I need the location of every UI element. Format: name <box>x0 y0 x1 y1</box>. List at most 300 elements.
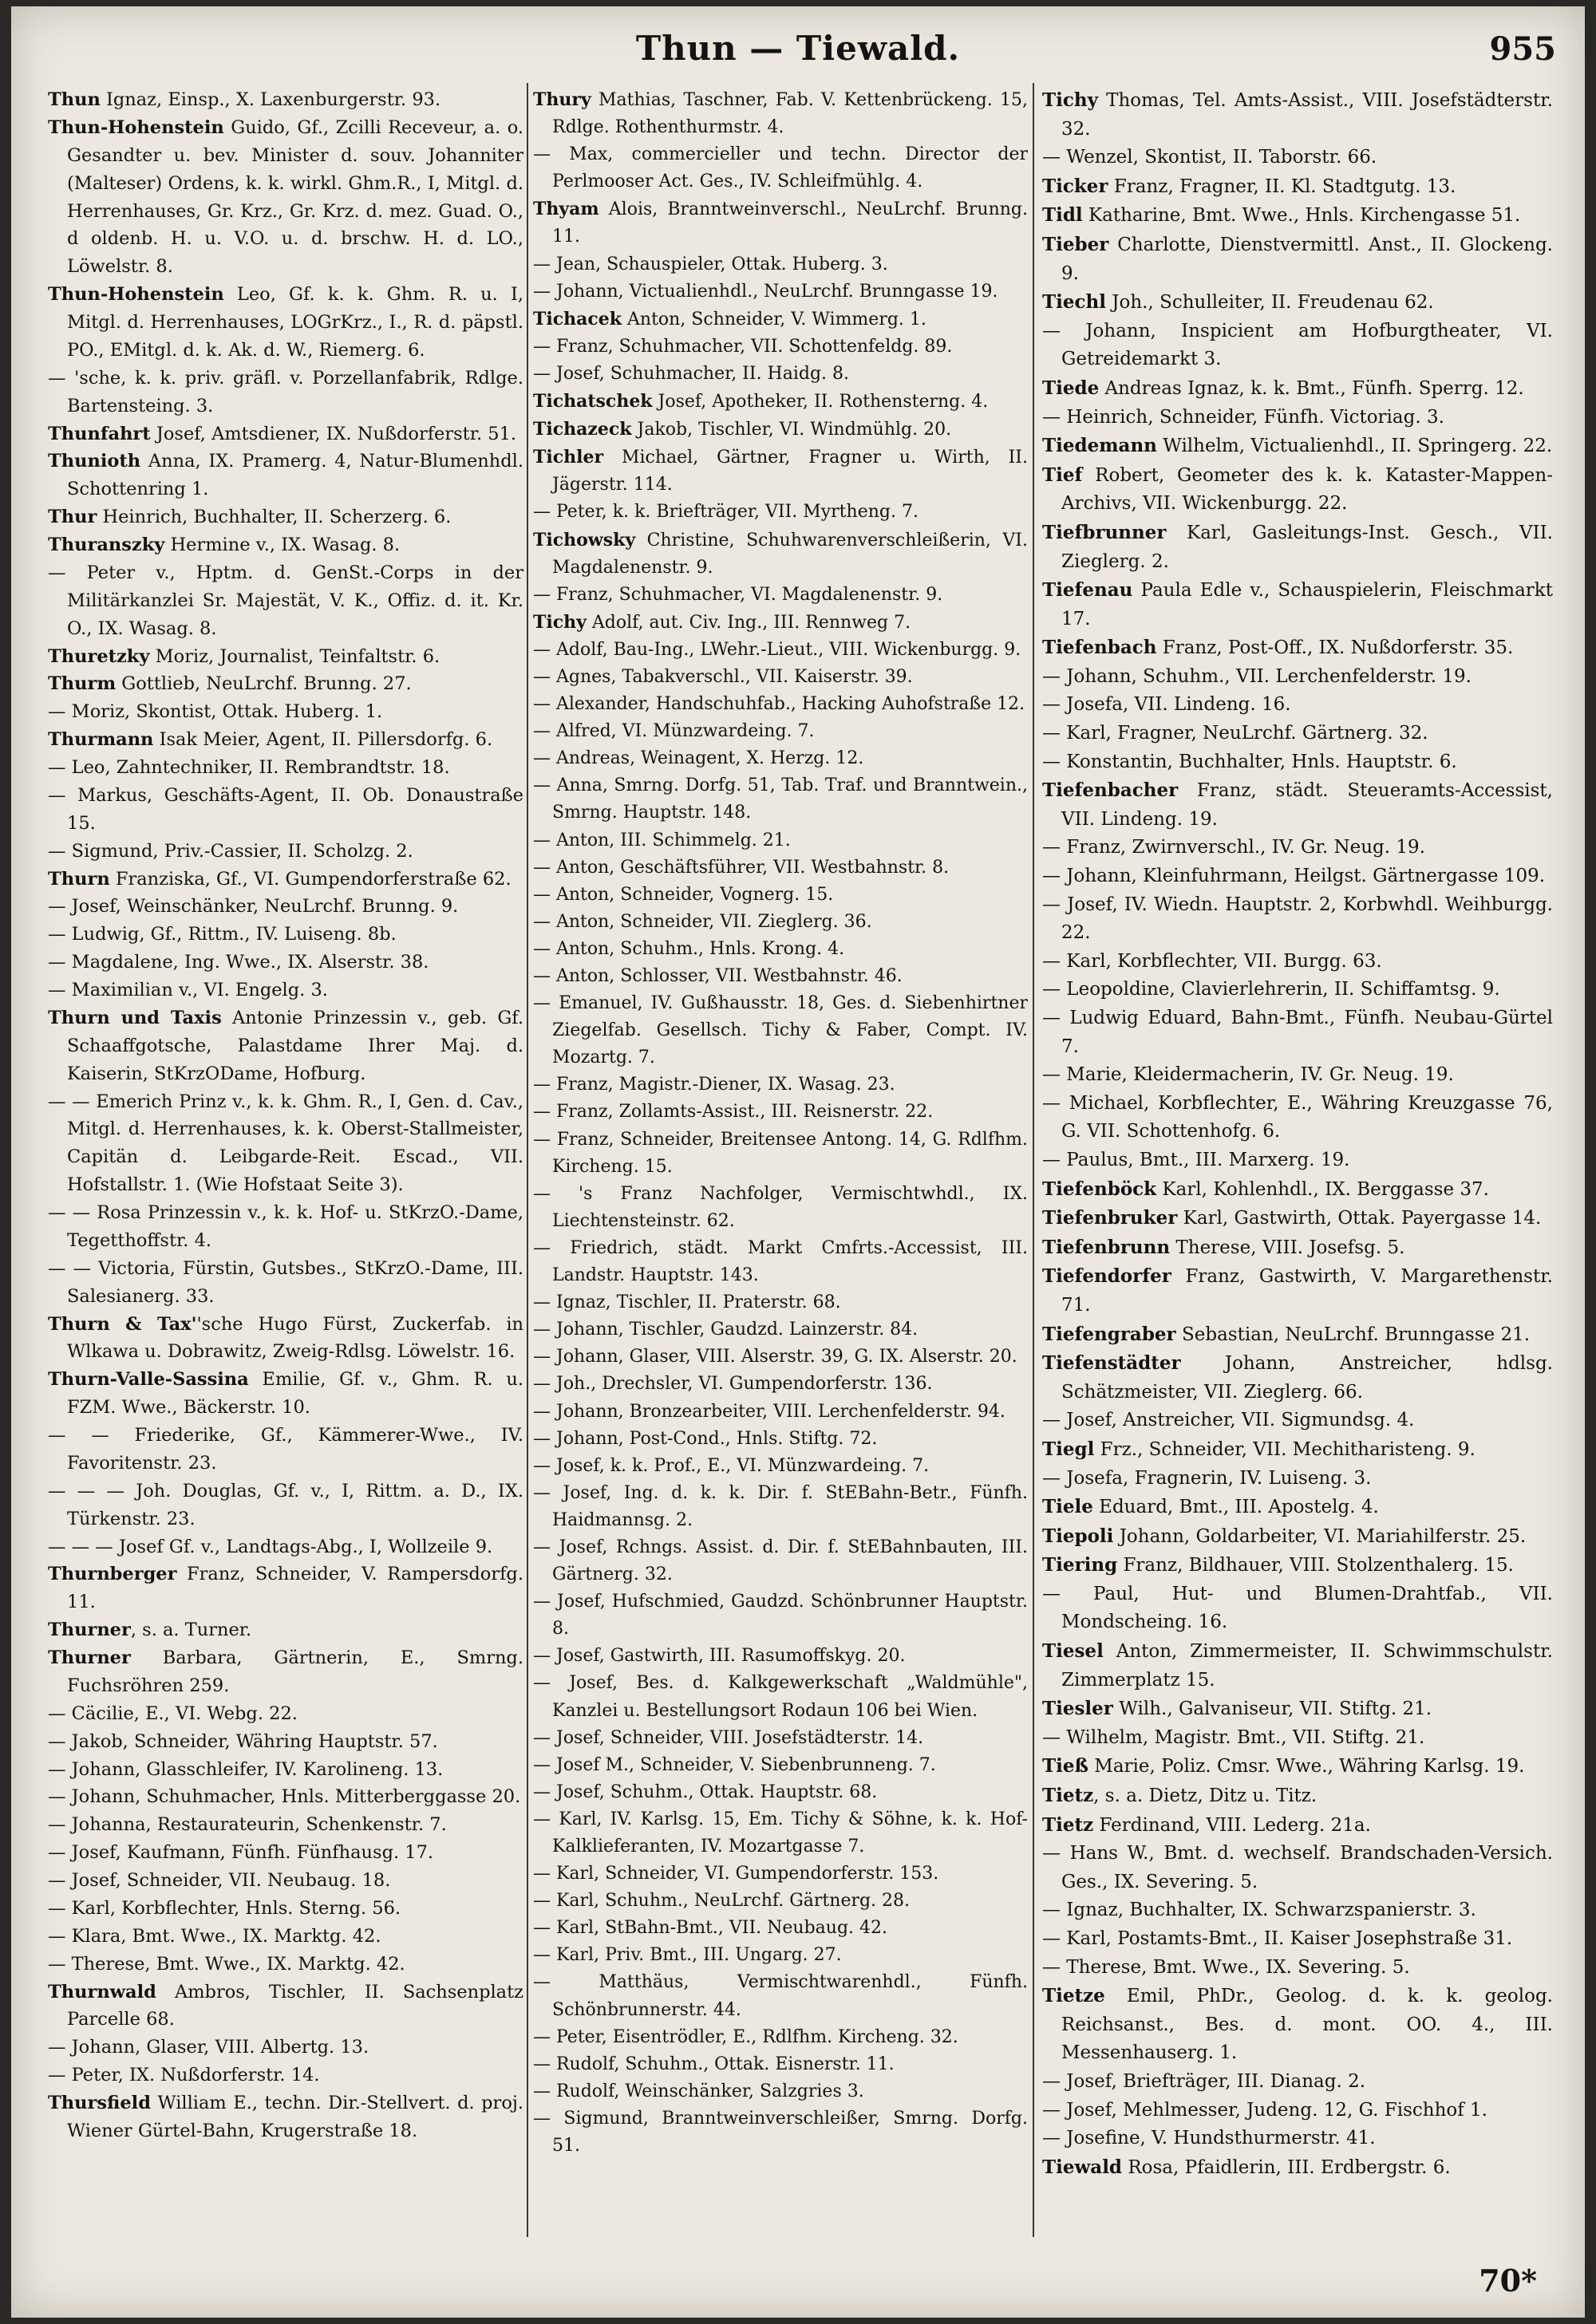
entry-surname: Tiefenstädter <box>1042 1352 1181 1375</box>
entry-details: — Josef, Schneider, VII. Neubaug. 18. <box>48 1870 391 1891</box>
entry-details: — Johann, Kleinfuhrmann, Heilgst. Gärtnergasse 109. <box>1042 866 1546 887</box>
entry-details: — Maximilian v., VI. Engelg. 3. <box>48 980 328 1000</box>
directory-entry <box>533 1316 1028 1344</box>
entry-surname: Thurn <box>48 868 110 890</box>
entry-details: Thomas, Tel. Amts-Assist., VIII. Josefstädterstr. 32. <box>1061 90 1553 140</box>
entry-details: — Emanuel, IV. Gußhausstr. 18, Ges. d. Siebenhirtner Ziegelfab. Gesellsch. Tichy & Faber, Compt. IV. Mozartg. 7. <box>533 993 1028 1068</box>
entry-details: — — Friederike, Gf., Kämmerer-Wwe., IV. Favoritenstr. 23. <box>48 1425 523 1474</box>
entry-details: — Johann, Glasschleifer, IV. Karolineng. 13. <box>48 1758 444 1780</box>
entry-details: — Josef, Weinschänker, NeuLrchf. Brunng. 9. <box>48 896 459 917</box>
entry-details: Ambros, Tischler, II. Sachsenplatz Parcelle 68. <box>67 1981 523 2030</box>
entry-details: — Anton, Schlosser, VII. Westbahnstr. 46. <box>533 966 903 986</box>
entry-details: Franz, städt. Steueramts-Accessist, VII. Lindeng. 19. <box>1061 780 1553 830</box>
entry-details: Gottlieb, NeuLrchf. Brunng. 27. <box>116 673 412 695</box>
entry-details: — Anton, Schneider, Vognerg. 15. <box>533 884 834 905</box>
entry-surname: Tietz <box>1042 1813 1094 1836</box>
directory-entry <box>1042 1061 1553 1090</box>
entry-details: Michael, Gärtner, Fragner u. Wirth, II. Jägerstr. 114. <box>552 448 1028 495</box>
directory-entry <box>533 1969 1028 2023</box>
entry-details: — Franz, Zollamts-Assist., III. Reisnerstr. 22. <box>533 1102 934 1123</box>
directory-entry <box>1042 2125 1553 2153</box>
entry-details: — Johann, Schuhmacher, Hnls. Mitterberggasse 20. <box>48 1786 521 1808</box>
directory-entry <box>1042 1407 1553 1435</box>
entry-surname: Tieber <box>1042 233 1109 255</box>
entry-details: — Joh., Drechsler, VI. Gumpendorferstr. 136. <box>533 1374 933 1395</box>
directory-entry <box>533 1588 1028 1643</box>
entry-details: — — Emerich Prinz v., k. k. Ghm. R., I, Gen. d. Cav., Mitgl. d. Herrenhauses, k. k. Oberst-Stallmeister, Capitän d. Leibgarde-Reit. Escad., VII. Hofstallstr. 1. (Wie Hofstaat Seite 3). <box>48 1091 523 1196</box>
entry-details: — Therese, Bmt. Wwe., IX. Marktg. 42. <box>48 1953 405 1975</box>
entry-surname: Tiefenbrunn <box>1042 1236 1171 1258</box>
entry-surname: Thun-Hohenstein <box>48 116 224 138</box>
entry-surname: Tiefenbruker <box>1042 1207 1178 1229</box>
directory-entry <box>533 1399 1028 1426</box>
entry-details: — Johann, Victualienhdl., NeuLrchf. Brunngasse 19. <box>533 281 998 302</box>
directory-entry <box>533 1099 1028 1126</box>
directory-entry <box>1042 1349 1553 1407</box>
entry-details: — Anton, Geschäftsführer, VII. Westbahnstr. 8. <box>533 857 950 878</box>
entry-surname: Tietze <box>1042 1985 1105 2007</box>
entry-details: — Franz, Schuhmacher, VI. Magdalenenstr. 9. <box>533 584 943 605</box>
entry-details: Guido, Gf., Zcilli Receveur, a. o. Gesandter u. bev. Minister d. souv. Johanniter (Malteser) Ordens, k. k. wirkl. Ghm.R., I, Mitgl. d. Herrenhauses, Gr. Krz., Gr. Krz. d. mez. Guad. O., d oldenb. H. u. V.O. u. d. brschw. H. d. LO., Löwelstr. 8. <box>67 116 523 278</box>
directory-entry <box>48 2089 523 2145</box>
directory-entry <box>1042 720 1553 748</box>
entry-details: Franz, Bildhauer, VIII. Stolzenthalerg. 15. <box>1117 1555 1514 1576</box>
entry-surname: Thyam <box>533 199 599 220</box>
directory-entry <box>48 559 523 643</box>
directory-entry <box>533 1860 1028 1888</box>
directory-entry <box>48 977 523 1004</box>
entry-details: — Paulus, Bmt., III. Marxerg. 19. <box>1042 1149 1350 1170</box>
directory-entry <box>1042 776 1553 834</box>
entry-details: — Wilhelm, Magistr. Bmt., VII. Stiftg. 21. <box>1042 1726 1425 1748</box>
directory-entry <box>48 949 523 977</box>
entry-surname: Thurn & Tax' <box>48 1313 197 1335</box>
directory-entry <box>48 503 523 531</box>
entry-surname: Thunfahrt <box>48 423 151 444</box>
directory-entry <box>48 1004 523 1088</box>
entry-details: Paula Edle v., Schauspielerin, Fleischmarkt 17. <box>1061 580 1553 629</box>
entry-details: — Therese, Bmt. Wwe., IX. Severing. 5. <box>1042 1956 1410 1978</box>
entry-surname: Tichy <box>1042 89 1098 111</box>
entry-details: Karl, Gasleitungs-Inst. Gesch., VII. Zieglerg. 2. <box>1061 522 1553 572</box>
entry-details: Johann, Anstreicher, hdlsg. Schätzmeister, VII. Zieglerg. 66. <box>1061 1353 1553 1403</box>
directory-entry <box>1042 1435 1553 1465</box>
entry-details: Therese, VIII. Josefsg. 5. <box>1170 1237 1405 1258</box>
directory-entry <box>48 1923 523 1951</box>
directory-entry <box>48 1088 523 1200</box>
entry-surname: Tiefendorfer <box>1042 1265 1171 1288</box>
entry-details: — Josef, IV. Wiedn. Hauptstr. 2, Korbwhdl. Weihburgg. 22. <box>1042 894 1553 944</box>
entry-details: Ignaz, Einsp., X. Laxenburgerstr. 93. <box>100 89 441 110</box>
entry-surname: Ticker <box>1042 175 1108 197</box>
entry-details: Charlotte, Dienstvermittl. Anst., II. Glockeng. 9. <box>1061 234 1553 284</box>
entry-details: Emil, PhDr., Geolog. d. k. k. geolog. Reichsanst., Bes. d. mont. OO. 4., III. Messenhauserg. 1. <box>1061 1986 1553 2064</box>
directory-entry <box>533 1942 1028 1969</box>
entry-surname: Thurn und Taxis <box>48 1007 222 1028</box>
entry-details: — Adolf, Bau-Ing., LWehr.-Lieut., VIII. Wickenburgg. 9. <box>533 639 1021 660</box>
entry-surname: Tichacek <box>533 308 622 329</box>
entry-details: — Andreas, Weinagent, X. Herzg. 12. <box>533 748 864 769</box>
directory-entry <box>48 365 523 420</box>
directory-entry <box>533 1779 1028 1806</box>
directory-entry <box>1042 1896 1553 1925</box>
directory-entry <box>533 499 1028 526</box>
entry-details: Franziska, Gf., VI. Gumpendorferstraße 62. <box>109 868 512 890</box>
entry-details: — Max, commercieller und techn. Director der Perlmooser Act. Ges., IV. Schleifmühlg. 4. <box>533 144 1028 192</box>
directory-entry <box>48 1255 523 1311</box>
entry-details: William E., techn. Dir.-Stellvert. d. proj. Wiener Gürtel-Bahn, Krugerstraße 18. <box>67 2093 523 2141</box>
directory-entry <box>533 637 1028 664</box>
directory-entry <box>48 838 523 866</box>
entry-details: Ferdinand, VIII. Lederg. 21a. <box>1093 1814 1371 1836</box>
directory-entry <box>1042 2153 1553 2183</box>
directory-entry <box>1042 1811 1553 1841</box>
entry-details: Christine, Schuhwarenverschleißerin, VI. Magdalenenstr. 9. <box>552 530 1028 578</box>
entry-details: — Friedrich, städt. Markt Cmfrts.-Accessist, III. Landstr. Hauptstr. 143. <box>533 1237 1028 1286</box>
entry-details: Joh., Schulleiter, II. Freudenau 62. <box>1105 292 1434 314</box>
entry-surname: Thuretzky <box>48 645 150 667</box>
directory-entry <box>533 251 1028 278</box>
column-2 <box>533 86 1028 2240</box>
directory-entry <box>1042 633 1553 663</box>
entry-details: — 'sche, k. k. priv. gräfl. v. Porzellanfabrik, Rdlge. Bartensteing. 3. <box>48 367 523 416</box>
entry-surname: Tichler <box>533 447 604 468</box>
entry-details: — Josef, Anstreicher, VII. Sigmundsg. 4. <box>1042 1410 1415 1431</box>
directory-entry <box>533 909 1028 936</box>
entry-details: — Peter, k. k. Briefträger, VII. Myrtheng. 7. <box>533 502 918 523</box>
directory-entry <box>1042 1233 1553 1263</box>
directory-entry <box>533 1915 1028 1942</box>
entry-details: — 's Franz Nachfolger, Vermischtwhdl., IX. Liechtensteinstr. 62. <box>533 1183 1028 1231</box>
entry-details: — Magdalene, Ing. Wwe., IX. Alserstr. 38. <box>48 952 429 973</box>
directory-entry <box>533 582 1028 609</box>
directory-entry <box>48 782 523 838</box>
directory-entry <box>533 2024 1028 2051</box>
entry-details: — Johann, Tischler, Gaudzd. Lainzerstr. 84. <box>533 1320 918 1340</box>
entry-details: — Franz, Zwirnverschl., IV. Gr. Neug. 19. <box>1042 837 1425 858</box>
entry-details: — Ludwig, Gf., Rittm., IV. Luiseng. 8b. <box>48 924 397 945</box>
directory-entry <box>533 2105 1028 2160</box>
directory-entry <box>48 1422 523 1478</box>
entry-details: — Paul, Hut- und Blumen-Drahtfab., VII. Mondscheing. 16. <box>1042 1583 1553 1633</box>
directory-entry <box>1042 834 1553 862</box>
entry-details: — Josef, Kaufmann, Fünfh. Fünfhausg. 17. <box>48 1842 434 1864</box>
entry-details: , s. a. Turner. <box>130 1620 252 1641</box>
entry-details: — Josef, Rchngs. Assist. d. Dir. f. StEBahnbauten, III. Gärtnerg. 32. <box>533 1537 1028 1585</box>
entry-details: Barbara, Gärtnerin, E., Smrng. Fuchsröhren 259. <box>67 1647 523 1696</box>
directory-entry <box>533 691 1028 718</box>
directory-entry <box>1042 576 1553 633</box>
directory-entry <box>533 2051 1028 2078</box>
entry-surname: Tidl <box>1042 204 1083 227</box>
directory-page <box>11 6 1585 2318</box>
directory-entry <box>1042 1004 1553 1061</box>
entry-details: — Anna, Smrng. Dorfg. 51, Tab. Traf. und Branntwein., Smrng. Hauptstr. 148. <box>533 775 1028 823</box>
directory-entry <box>48 1616 523 1644</box>
directory-entry <box>533 1643 1028 1670</box>
entry-details: — Johanna, Restaurateurin, Schenkenstr. 7. <box>48 1814 447 1836</box>
entry-surname: Thunioth <box>48 451 141 472</box>
directory-entry <box>1042 1580 1553 1637</box>
directory-entry <box>533 1344 1028 1371</box>
entry-surname: Tichowsky <box>533 529 636 550</box>
directory-entry <box>1042 1752 1553 1781</box>
entry-details: — Franz, Magistr.-Diener, IX. Wasag. 23. <box>533 1075 895 1095</box>
entry-details: — Johann, Schuhm., VII. Lerchenfelderstr. 19. <box>1042 665 1472 687</box>
entry-details: — Josefine, V. Hundsthurmerstr. 41. <box>1042 2128 1376 2149</box>
entry-details: Isak Meier, Agent, II. Pillersdorfg. 6. <box>153 729 493 751</box>
directory-entry <box>533 306 1028 333</box>
entry-details: Antonie Prinzessin v., geb. Gf. Schaaffgotsche, Palastdame Ihrer Maj. d. Kaiserin, StKrzODame, Hofburg. <box>67 1007 523 1084</box>
signature-mark: 70* <box>1479 2263 1537 2298</box>
directory-entry <box>533 1453 1028 1480</box>
entry-details: — Josef, Ing. d. k. k. Dir. f. StEBahn-Betr., Fünfh. Haidmannsg. 2. <box>533 1482 1028 1530</box>
entry-details: Robert, Geometer des k. k. Kataster-Mappen-Archivs, VII. Wickenburgg. 22. <box>1061 464 1553 515</box>
entry-details: — Josef, Schuhmacher, II. Haidg. 8. <box>533 363 850 384</box>
entry-details: — Leo, Zahntechniker, II. Rembrandtstr. 18. <box>48 757 450 778</box>
entry-details: — Johann, Post-Cond., Hnls. Stiftg. 72. <box>533 1428 878 1449</box>
entry-surname: Tiefenbacher <box>1042 779 1179 802</box>
directory-entry <box>48 1867 523 1895</box>
directory-entry <box>533 718 1028 745</box>
entry-details: — Josefa, VII. Lindeng. 16. <box>1042 694 1291 716</box>
directory-entry <box>533 388 1028 416</box>
entry-details: Alois, Branntweinverschl., NeuLrchf. Brunng. 11. <box>552 199 1028 247</box>
entry-details: — Matthäus, Vermischtwarenhdl., Fünfh. Schönbrunnerstr. 44. <box>533 1972 1028 2020</box>
entry-details: — Josef, Schuhm., Ottak. Hauptstr. 68. <box>533 1781 878 1802</box>
entry-surname: Tiede <box>1042 377 1100 399</box>
entry-details: Sebastian, NeuLrchf. Brunngasse 21. <box>1175 1324 1531 1345</box>
entry-details: — Anton, Schneider, VII. Zieglerg. 36. <box>533 911 872 932</box>
entry-details: — Josef, Schneider, VIII. Josefstädterstr. 14. <box>533 1727 924 1748</box>
entry-details: — Alexander, Handschuhfab., Hacking Auhofstraße 12. <box>533 694 1025 715</box>
directory-entry <box>48 893 523 921</box>
entry-surname: Tichazeck <box>533 419 632 440</box>
entry-details: — Josef, Bes. d. Kalkgewerkschaft „Waldmühle", Kanzlei u. Bestellungsort Rodaun 106 bei Wien. <box>533 1673 1028 1721</box>
directory-entry <box>533 416 1028 444</box>
entry-surname: Tichatschek <box>533 391 653 412</box>
entry-details: Anton, Zimmermeister, II. Schwimmschulstr. Zimmerplatz 15. <box>1061 1641 1553 1691</box>
entry-details: Karl, Kohlenhdl., IX. Berggasse 37. <box>1156 1178 1489 1200</box>
entry-details: — Konstantin, Buchhalter, Hnls. Hauptstr. 6. <box>1042 751 1457 772</box>
directory-entry <box>533 278 1028 306</box>
entry-details: — Sigmund, Branntweinverschleißer, Smrng. Dorfg. 51. <box>533 2108 1028 2156</box>
directory-entry <box>48 698 523 726</box>
directory-entry <box>1042 1493 1553 1522</box>
entry-details: — Josef, Hufschmied, Gaudzd. Schönbrunner Hauptstr. 8. <box>533 1592 1028 1639</box>
directory-entry <box>1042 201 1553 231</box>
entry-surname: Thurmann <box>48 729 154 751</box>
entry-details: — Jakob, Schneider, Währing Hauptstr. 57. <box>48 1730 438 1752</box>
entry-details: Wilhelm, Victualienhdl., II. Springerg. 22. <box>1156 436 1553 457</box>
entry-details: — Karl, Korbflechter, Hnls. Sterng. 56. <box>48 1897 401 1919</box>
entry-details: — Marie, Kleidermacherin, IV. Gr. Neug. 19. <box>1042 1064 1454 1086</box>
entry-details: — Josef, Briefträger, III. Dianag. 2. <box>1042 2070 1366 2092</box>
directory-entry <box>1042 432 1553 461</box>
entry-surname: Thurnwald <box>48 1981 156 2002</box>
directory-entry <box>1042 1840 1553 1896</box>
running-title: Thun — Tiewald. <box>635 29 961 68</box>
entry-details: — Peter v., Hptm. d. GenSt.-Corps in der Militärkanzlei Sr. Majestät, V. K., Offiz. d. it. Kr. O., IX. Wasag. 8. <box>48 562 523 639</box>
entry-details: — Josef M., Schneider, V. Siebenbrunneng. 7. <box>533 1754 936 1775</box>
entry-details: — Josef, Mehlmesser, Judeng. 12, G. Fischhof 1. <box>1042 2099 1487 2121</box>
directory-entry <box>1042 318 1553 374</box>
entry-details: — Johann, Inspicient am Hofburgtheater, VI. Getreidemarkt 3. <box>1042 320 1553 370</box>
entry-surname: Thury <box>533 89 591 110</box>
entry-details: — Michael, Korbflechter, E., Währing Kreuzgasse 76, G. VII. Schottenhofg. 6. <box>1042 1092 1553 1142</box>
entry-details: Jakob, Tischler, VI. Windmühlg. 20. <box>631 420 952 440</box>
entry-details: Emilie, Gf. v., Ghm. R. u. FZM. Wwe., Bäckerstr. 10. <box>67 1369 523 1418</box>
directory-entry <box>533 1480 1028 1534</box>
entry-details: — Anton, Schuhm., Hnls. Krong. 4. <box>533 938 845 959</box>
directory-entry <box>48 726 523 754</box>
entry-details: — Agnes, Tabakverschl., VII. Kaiserstr. 39. <box>533 666 913 687</box>
entry-details: — Karl, Schuhm., NeuLrchf. Gärtnerg. 28. <box>533 1891 911 1912</box>
entry-surname: Tiesler <box>1042 1698 1113 1720</box>
entry-details: — Ignaz, Tischler, II. Praterstr. 68. <box>533 1292 841 1313</box>
directory-entry <box>48 1478 523 1533</box>
entry-details: — Sigmund, Priv.-Cassier, II. Scholzg. 2. <box>48 840 413 862</box>
directory-entry <box>48 2062 523 2089</box>
entry-details: — Karl, Korbflechter, VII. Burgg. 63. <box>1042 950 1382 972</box>
entry-details: — Karl, IV. Karlsg. 15, Em. Tichy & Söhne, k. k. Hof-Kalklieferanten, IV. Mozartgasse 7. <box>533 1809 1028 1856</box>
entry-surname: Tichy <box>533 611 587 633</box>
directory-entry <box>1042 86 1553 144</box>
entry-details: Katharine, Bmt. Wwe., Hnls. Kirchengasse 51. <box>1082 205 1521 227</box>
entry-surname: Tiele <box>1042 1496 1093 1518</box>
directory-entry <box>1042 1954 1553 1983</box>
entry-details: — Rudolf, Weinschänker, Salzgries 3. <box>533 2081 864 2101</box>
entry-details: Mathias, Taschner, Fab. V. Kettenbrückeng. 15, Rdlge. Rothenthurmstr. 4. <box>552 90 1028 138</box>
directory-entry <box>533 2078 1028 2105</box>
directory-entry <box>1042 1146 1553 1175</box>
entry-surname: Thurner <box>48 1647 131 1668</box>
directory-entry <box>533 444 1028 499</box>
directory-entry <box>48 1756 523 1784</box>
entry-details: — Karl, Postamts-Bmt., II. Kaiser Josephstraße 31. <box>1042 1928 1513 1949</box>
directory-entry <box>533 1534 1028 1588</box>
entry-surname: Thurnberger <box>48 1564 177 1585</box>
directory-entry <box>533 1071 1028 1099</box>
entry-surname: Tief <box>1042 464 1083 486</box>
entry-surname: Tiefenböck <box>1042 1178 1157 1200</box>
directory-entry <box>1042 1522 1553 1552</box>
directory-entry <box>48 420 523 448</box>
directory-entry <box>533 195 1028 251</box>
directory-entry <box>1042 1465 1553 1493</box>
directory-entry <box>48 1311 523 1367</box>
entry-surname: Tiedemann <box>1042 435 1157 457</box>
entry-details: — Karl, StBahn-Bmt., VII. Neubaug. 42. <box>533 1918 888 1939</box>
directory-entry <box>533 1888 1028 1915</box>
directory-entry <box>1042 2097 1553 2125</box>
entry-surname: Tiefengraber <box>1042 1323 1176 1345</box>
directory-entry <box>533 990 1028 1071</box>
entry-details: — Jean, Schauspieler, Ottak. Huberg. 3. <box>533 254 888 274</box>
entry-surname: Thurm <box>48 673 117 695</box>
entry-details: — Ignaz, Buchhalter, IX. Schwarzspanierstr. 3. <box>1042 1900 1476 1921</box>
entry-details: Frz., Schneider, VII. Mechitharisteng. 9. <box>1094 1438 1476 1460</box>
directory-entry <box>48 1895 523 1923</box>
directory-entry <box>1042 891 1553 948</box>
directory-entry <box>1042 461 1553 519</box>
entry-details: Anton, Schneider, V. Wimmerg. 1. <box>622 309 926 329</box>
directory-entry <box>533 1289 1028 1316</box>
directory-entry <box>48 2034 523 2062</box>
entry-surname: Tieß <box>1042 1755 1088 1778</box>
entry-details: — Wenzel, Skontist, II. Taborstr. 66. <box>1042 147 1377 168</box>
directory-entry <box>1042 2068 1553 2097</box>
directory-entry <box>48 1728 523 1756</box>
entry-details: Franz, Fragner, II. Kl. Stadtgutg. 13. <box>1108 176 1456 197</box>
directory-entry <box>1042 1551 1553 1580</box>
entry-details: 'sche Hugo Fürst, Zuckerfab. in Wlkawa u. Dobrawitz, Zweig-Rdlsg. Löwelstr. 16. <box>67 1313 523 1363</box>
entry-details: — Johann, Glaser, VIII. Alserstr. 39, G. IX. Alserstr. 20. <box>533 1347 1017 1367</box>
entry-details: , s. a. Dietz, Ditz u. Titz. <box>1093 1785 1317 1807</box>
entry-surname: Tiechl <box>1042 291 1106 314</box>
entry-details: — Josef, Gastwirth, III. Rasumoffskyg. 20. <box>533 1646 906 1667</box>
entry-details: Eduard, Bmt., III. Apostelg. 4. <box>1092 1497 1379 1518</box>
directory-entry <box>533 1426 1028 1453</box>
entry-surname: Tiefenbach <box>1042 637 1157 659</box>
directory-entry <box>48 1533 523 1561</box>
directory-entry <box>48 1561 523 1616</box>
directory-entry <box>533 1725 1028 1752</box>
entry-surname: Tiegl <box>1042 1438 1095 1460</box>
entry-details: Anna, IX. Pramerg. 4, Natur-Blumenhdl. Schottenring 1. <box>67 451 523 500</box>
entry-surname: Tietz <box>1042 1785 1094 1807</box>
directory-entry <box>533 527 1028 582</box>
entry-details: — Josef, k. k. Prof., E., VI. Münzwardeing. 7. <box>533 1455 930 1476</box>
directory-entry <box>48 1951 523 1979</box>
entry-details: — Heinrich, Schneider, Fünfh. Victoriag. 3. <box>1042 406 1444 428</box>
directory-entry <box>48 1979 523 2034</box>
directory-entry <box>48 86 523 114</box>
directory-entry <box>1042 948 1553 977</box>
entry-surname: Tiesel <box>1042 1640 1104 1663</box>
directory-entry <box>1042 1724 1553 1753</box>
entry-details: — Karl, Fragner, NeuLrchf. Gärtnerg. 32. <box>1042 723 1428 744</box>
entry-details: Rosa, Pfaidlerin, III. Erdbergstr. 6. <box>1122 2156 1451 2178</box>
entry-details: Karl, Gastwirth, Ottak. Payergasse 14. <box>1177 1208 1542 1229</box>
directory-entry <box>533 772 1028 827</box>
entry-details: — Josefa, Fragnerin, IV. Luiseng. 3. <box>1042 1467 1372 1489</box>
entry-details: Franz, Post-Off., IX. Nußdorferstr. 35. <box>1156 637 1514 659</box>
directory-entry <box>533 609 1028 637</box>
directory-entry <box>48 448 523 503</box>
entry-details: — Klara, Bmt. Wwe., IX. Marktg. 42. <box>48 1925 381 1947</box>
directory-entry <box>48 670 523 698</box>
directory-entry <box>1042 1090 1553 1146</box>
entry-details: — — Rosa Prinzessin v., k. k. Hof- u. StKrzO.-Dame, Tegetthoffstr. 4. <box>48 1202 523 1251</box>
directory-entry <box>48 1644 523 1700</box>
directory-entry <box>533 1235 1028 1289</box>
directory-entry <box>48 754 523 782</box>
directory-entry <box>1042 1637 1553 1695</box>
directory-entry <box>1042 976 1553 1004</box>
entry-details: Moriz, Journalist, Teinfaltstr. 6. <box>149 645 440 667</box>
entry-details: Wilh., Galvaniseur, VII. Stiftg. 21. <box>1112 1699 1432 1720</box>
directory-entry <box>48 1811 523 1839</box>
directory-entry <box>533 361 1028 388</box>
entry-details: — Franz, Schneider, Breitensee Antong. 14, G. Rdlfhm. Kircheng. 15. <box>533 1129 1028 1177</box>
directory-entry <box>533 86 1028 141</box>
entry-details: — Leopoldine, Clavierlehrerin, II. Schiffamtsg. 9. <box>1042 979 1500 1000</box>
entry-details: — Rudolf, Schuhm., Ottak. Eisnerstr. 11. <box>533 2054 895 2074</box>
directory-entry <box>1042 231 1553 288</box>
entry-details: — Peter, IX. Nußdorferstr. 14. <box>48 2065 320 2086</box>
directory-entry <box>1042 1262 1553 1320</box>
